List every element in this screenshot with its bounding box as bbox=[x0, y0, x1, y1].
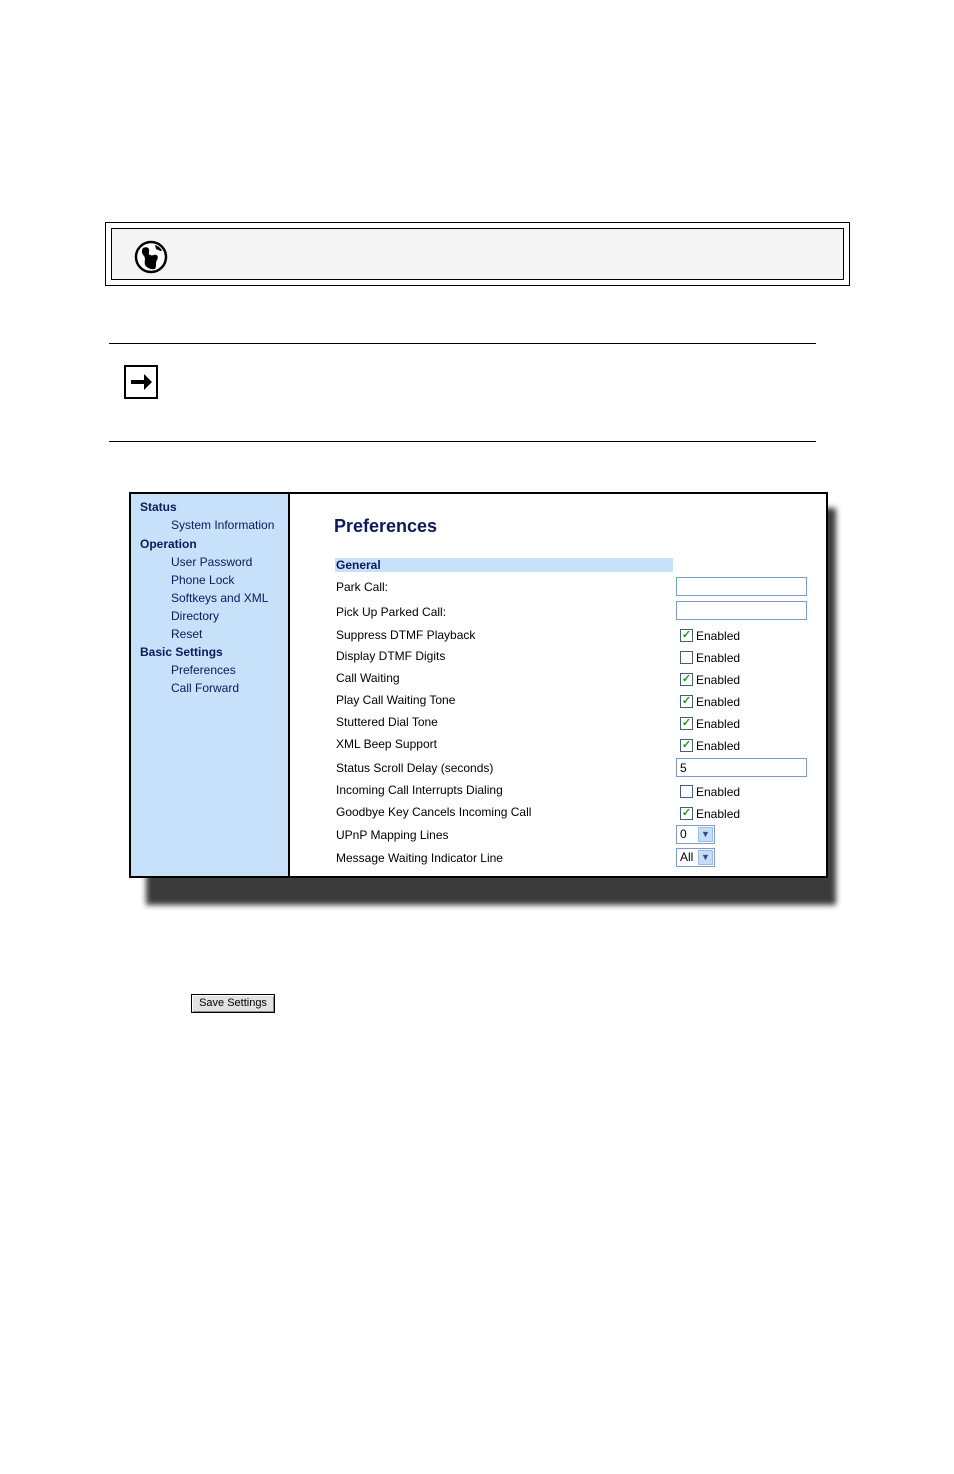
call-waiting-checkbox[interactable]: ✓ bbox=[681, 673, 692, 685]
status-scroll-delay-input[interactable] bbox=[676, 758, 807, 777]
note-top-rule bbox=[109, 343, 816, 344]
play-call-waiting-tone-option: Enabled bbox=[696, 695, 741, 709]
park-call-input[interactable] bbox=[676, 577, 807, 596]
xml-beep-support-checkbox[interactable]: ✓ bbox=[681, 739, 692, 751]
upnp-mapping-lines-value: 0 bbox=[680, 827, 687, 841]
sidebar-item-call-forward[interactable]: Call Forward bbox=[171, 681, 240, 695]
upnp-mapping-lines-label: UPnP Mapping Lines bbox=[336, 828, 449, 842]
globe-icon bbox=[133, 239, 169, 275]
sidebar-item-softkeys-and-xml[interactable]: Softkeys and XML bbox=[171, 591, 269, 605]
chevron-down-icon[interactable]: ▼ bbox=[698, 850, 713, 865]
message-waiting-indicator-line-value: All bbox=[680, 850, 694, 864]
sidebar-item-directory[interactable]: Directory bbox=[171, 609, 220, 623]
page-title: Preferences bbox=[334, 516, 438, 536]
sidebar-item-reset[interactable]: Reset bbox=[171, 627, 203, 641]
display-dtmf-digits-option: Enabled bbox=[696, 651, 741, 665]
park-call-label: Park Call: bbox=[336, 580, 389, 594]
display-dtmf-digits-label: Display DTMF Digits bbox=[336, 649, 446, 663]
play-call-waiting-tone-label: Play Call Waiting Tone bbox=[336, 693, 456, 707]
preferences-screenshot bbox=[129, 492, 828, 878]
suppress-dtmf-playback-label: Suppress DTMF Playback bbox=[336, 628, 476, 642]
note-bottom-rule bbox=[109, 441, 816, 442]
message-waiting-indicator-line-label: Message Waiting Indicator Line bbox=[336, 851, 503, 865]
sidebar-heading-status: Status bbox=[140, 500, 177, 514]
incoming-call-interrupts-dialing-label: Incoming Call Interrupts Dialing bbox=[336, 783, 503, 797]
xml-beep-support-option: Enabled bbox=[696, 739, 741, 753]
incoming-call-interrupts-dialing-option: Enabled bbox=[696, 785, 741, 799]
stuttered-dial-tone-option: Enabled bbox=[696, 717, 741, 731]
status-scroll-delay-label: Status Scroll Delay (seconds) bbox=[336, 761, 494, 775]
incoming-call-interrupts-dialing-checkbox[interactable] bbox=[680, 785, 693, 798]
message-waiting-indicator-line-select[interactable] bbox=[676, 848, 715, 867]
web-ui-callout bbox=[105, 222, 850, 286]
call-waiting-label: Call Waiting bbox=[336, 671, 400, 685]
sidebar-item-system-information[interactable]: System Information bbox=[171, 518, 275, 532]
arrow-right-icon bbox=[124, 365, 158, 399]
display-dtmf-digits-checkbox[interactable] bbox=[680, 651, 693, 664]
main-panel bbox=[290, 494, 826, 876]
stuttered-dial-tone-checkbox[interactable]: ✓ bbox=[681, 717, 692, 729]
sidebar-heading-basic-settings: Basic Settings bbox=[140, 645, 223, 659]
play-call-waiting-tone-checkbox[interactable]: ✓ bbox=[681, 695, 692, 707]
pick-up-parked-call-input[interactable] bbox=[676, 601, 807, 620]
sidebar bbox=[131, 494, 290, 876]
sidebar-item-preferences[interactable]: Preferences bbox=[171, 663, 236, 677]
chevron-down-icon[interactable]: ▼ bbox=[698, 827, 713, 842]
pick-up-parked-call-label: Pick Up Parked Call: bbox=[336, 605, 447, 619]
sidebar-item-user-password[interactable]: User Password bbox=[171, 555, 253, 569]
sidebar-item-phone-lock[interactable]: Phone Lock bbox=[171, 573, 235, 587]
suppress-dtmf-playback-checkbox[interactable]: ✓ bbox=[681, 629, 692, 641]
upnp-mapping-lines-select[interactable] bbox=[676, 825, 715, 844]
call-waiting-option: Enabled bbox=[696, 673, 741, 687]
stuttered-dial-tone-label: Stuttered Dial Tone bbox=[336, 715, 438, 729]
section-header-general: General bbox=[335, 558, 673, 572]
goodbye-key-cancels-incoming-call-checkbox[interactable]: ✓ bbox=[681, 807, 692, 819]
web-ui-callout-inner bbox=[111, 228, 844, 280]
suppress-dtmf-playback-option: Enabled bbox=[696, 629, 741, 643]
save-settings-button[interactable]: Save Settings bbox=[191, 994, 275, 1013]
sidebar-heading-operation: Operation bbox=[140, 537, 197, 551]
goodbye-key-cancels-incoming-call-label: Goodbye Key Cancels Incoming Call bbox=[336, 805, 532, 819]
xml-beep-support-label: XML Beep Support bbox=[336, 737, 437, 751]
goodbye-key-cancels-incoming-call-option: Enabled bbox=[696, 807, 741, 821]
